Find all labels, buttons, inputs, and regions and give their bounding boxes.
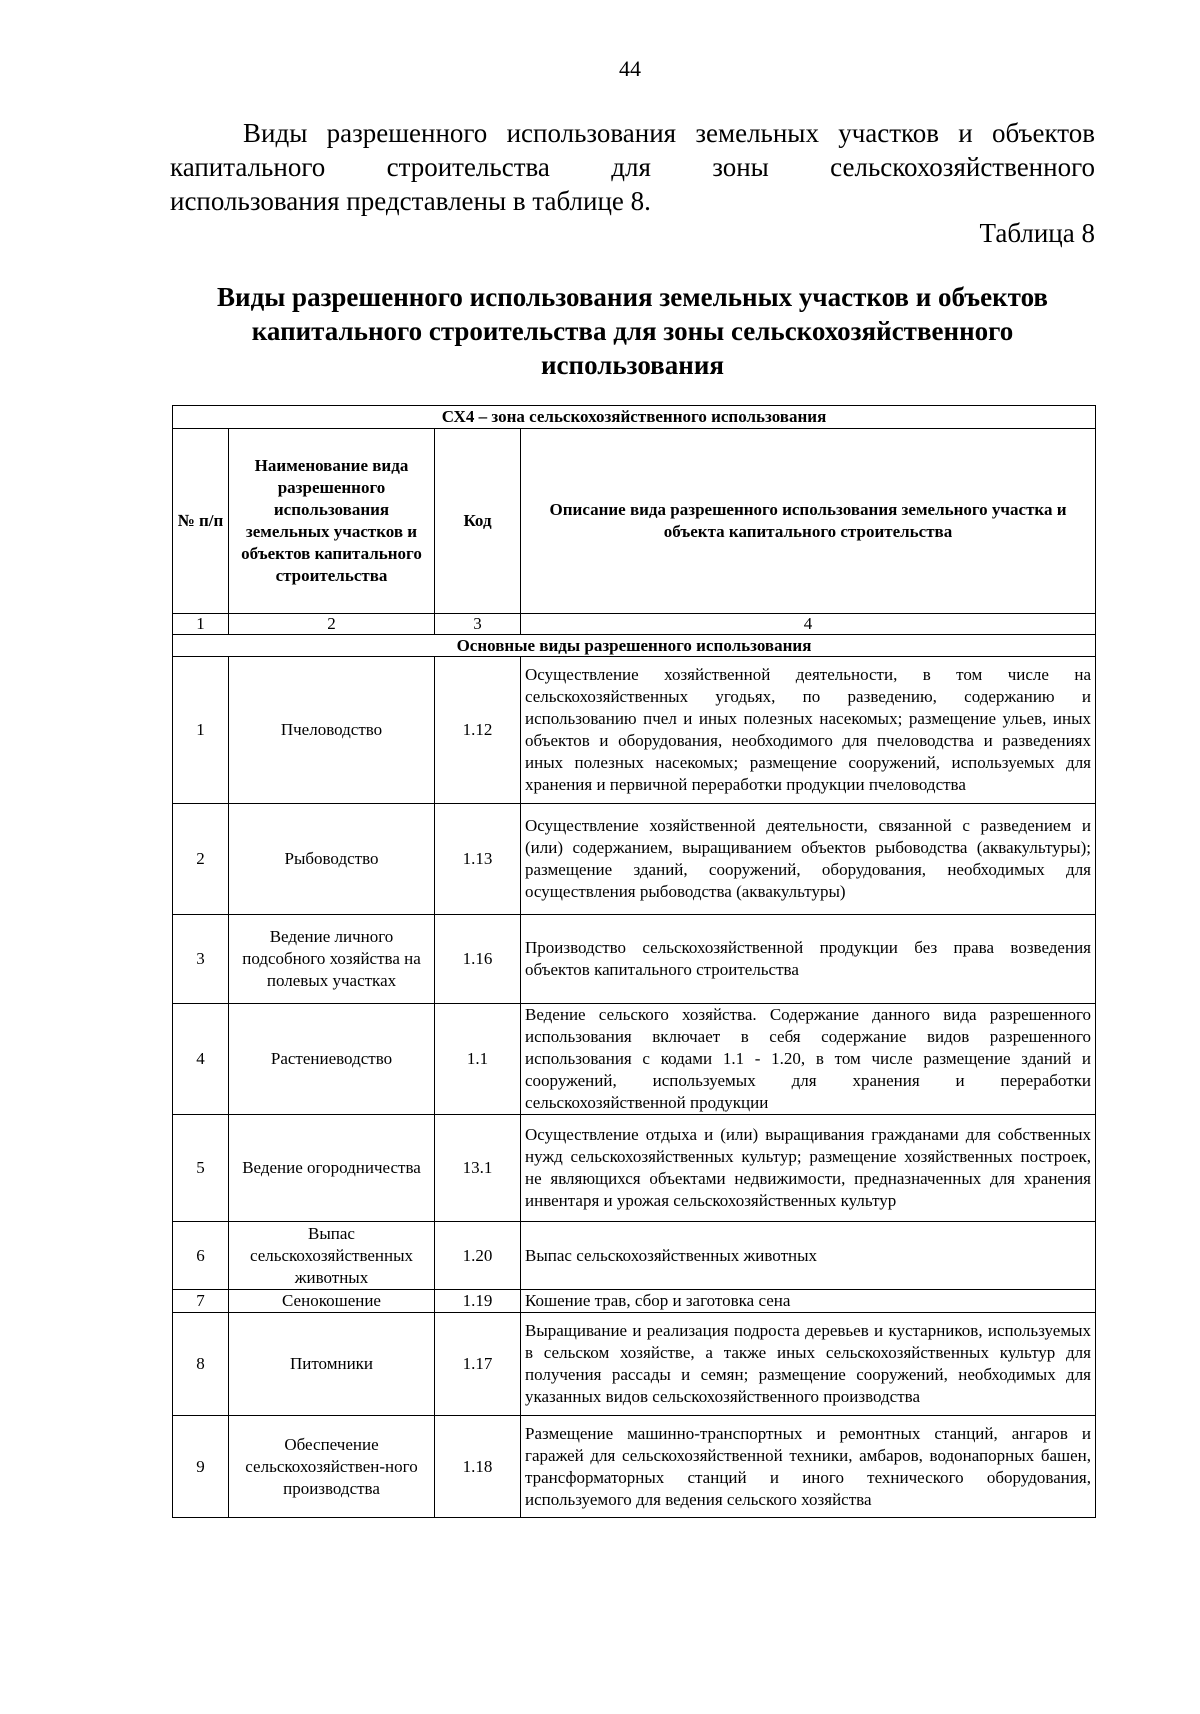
row-name: Ведение личного подсобного хозяйства на полевых участках	[229, 915, 435, 1004]
row-code: 1.1	[435, 1004, 521, 1115]
row-number: 3	[173, 915, 229, 1004]
row-number: 7	[173, 1290, 229, 1313]
column-index: 1	[173, 614, 229, 635]
row-name: Ведение огородничества	[229, 1115, 435, 1222]
column-header-code: Код	[435, 429, 521, 614]
page-number: 44	[619, 56, 641, 81]
table-row	[173, 915, 1096, 1004]
column-index: 3	[435, 614, 521, 635]
column-index-row	[173, 614, 1096, 635]
table-title-line-2: капитального строительства для зоны сельскохозяйственного	[251, 316, 1014, 346]
table-caption: Таблица 8	[979, 218, 1095, 248]
row-code: 1.16	[435, 915, 521, 1004]
table-row	[173, 1222, 1096, 1290]
row-name: Сенокошение	[229, 1290, 435, 1313]
section-title: Основные виды разрешенного использования	[173, 635, 1096, 657]
row-number: 1	[173, 657, 229, 804]
table-title-line-1: Виды разрешенного использования земельных участков и объектов	[217, 282, 1048, 312]
row-name: Растениеводство	[229, 1004, 435, 1115]
table-row	[173, 657, 1096, 804]
table-row	[173, 804, 1096, 915]
row-number: 8	[173, 1313, 229, 1416]
table-row	[173, 1313, 1096, 1416]
row-name: Питомники	[229, 1313, 435, 1416]
row-number: 6	[173, 1222, 229, 1290]
row-description: Кошение трав, сбор и заготовка сена	[521, 1290, 1096, 1313]
column-header-description: Описание вида разрешенного использования земельного участка и объекта капитального строительства	[521, 429, 1096, 614]
row-code: 1.19	[435, 1290, 521, 1313]
row-code: 1.12	[435, 657, 521, 804]
zone-header: СХ4 – зона сельскохозяйственного использования	[173, 406, 1096, 429]
row-description: Осуществление хозяйственной деятельности, в том числе на сельскохозяйственных угодьях, по разведению, содержанию и использованию пчел и иных полезных насекомых; размещение ульев, иных объектов и оборудования, необходимого для пчеловодства и разведениях иных полезных насекомых; размещение сооружений, используемых для хранения и первичной переработки продукции пчеловодства	[521, 657, 1096, 804]
column-header-num: № п/п	[173, 429, 229, 614]
intro-paragraph	[170, 116, 1095, 218]
zone-header-row	[173, 406, 1096, 429]
table-title	[170, 280, 1095, 382]
column-header-name: Наименование вида разрешенного использования земельных участков и объектов капитального строительства	[229, 429, 435, 614]
column-header-row	[173, 429, 1096, 614]
row-code: 1.20	[435, 1222, 521, 1290]
intro-line-3: использования представлены в таблице 8.	[170, 186, 651, 216]
row-code: 1.17	[435, 1313, 521, 1416]
table-title-line-3: использования	[541, 350, 724, 380]
row-description: Осуществление хозяйственной деятельности, связанной с разведением и (или) содержанием, выращиванием объектов рыбоводства (аквакультуры); размещение зданий, сооружений, оборудования, необходимых для осуществления рыбоводства (аквакультуры)	[521, 804, 1096, 915]
column-index: 4	[521, 614, 1096, 635]
column-index: 2	[229, 614, 435, 635]
row-description: Выпас сельскохозяйственных животных	[521, 1222, 1096, 1290]
intro-line-1: Виды разрешенного использования земельных участков и объектов	[243, 118, 1095, 148]
row-description: Осуществление отдыха и (или) выращивания гражданами для собственных нужд сельскохозяйственных культур; размещение хозяйственных построек, не являющихся объектами недвижимости, предназначенных для хранения инвентаря и урожая сельскохозяйственных культур	[521, 1115, 1096, 1222]
table-row	[173, 1115, 1096, 1222]
table-row	[173, 1004, 1096, 1115]
row-number: 4	[173, 1004, 229, 1115]
row-number: 9	[173, 1416, 229, 1518]
row-description: Выращивание и реализация подроста деревьев и кустарников, используемых в сельском хозяйстве, а также иных сельскохозяйственных культур для получения рассады и семян; размещение сооружений, необходимых для указанных видов сельскохозяйственного производства	[521, 1313, 1096, 1416]
row-code: 13.1	[435, 1115, 521, 1222]
row-description: Ведение сельского хозяйства. Содержание данного вида разрешенного использования включает в себя содержание видов разрешенного использования с кодами 1.1 - 1.20, в том числе размещение зданий и сооружений, используемых для хранения и переработки сельскохозяйственной продукции	[521, 1004, 1096, 1115]
table-row	[173, 1290, 1096, 1313]
row-number: 2	[173, 804, 229, 915]
row-code: 1.13	[435, 804, 521, 915]
table-row	[173, 1416, 1096, 1518]
row-number: 5	[173, 1115, 229, 1222]
intro-line-2: капитального строительства для зоны сельскохозяйственного	[170, 152, 1095, 182]
section-row	[173, 635, 1096, 657]
row-description: Производство сельскохозяйственной продукции без права возведения объектов капитального строительства	[521, 915, 1096, 1004]
row-description: Размещение машинно-транспортных и ремонтных станций, ангаров и гаражей для сельскохозяйственной техники, амбаров, водонапорных башен, трансформаторных станций и иного технического оборудования, используемого для ведения сельского хозяйства	[521, 1416, 1096, 1518]
row-name: Обеспечение сельскохозяйствен-ного производства	[229, 1416, 435, 1518]
row-name: Выпас сельскохозяйственных животных	[229, 1222, 435, 1290]
row-name: Рыбоводство	[229, 804, 435, 915]
row-name: Пчеловодство	[229, 657, 435, 804]
land-use-table	[172, 405, 1096, 1518]
row-code: 1.18	[435, 1416, 521, 1518]
